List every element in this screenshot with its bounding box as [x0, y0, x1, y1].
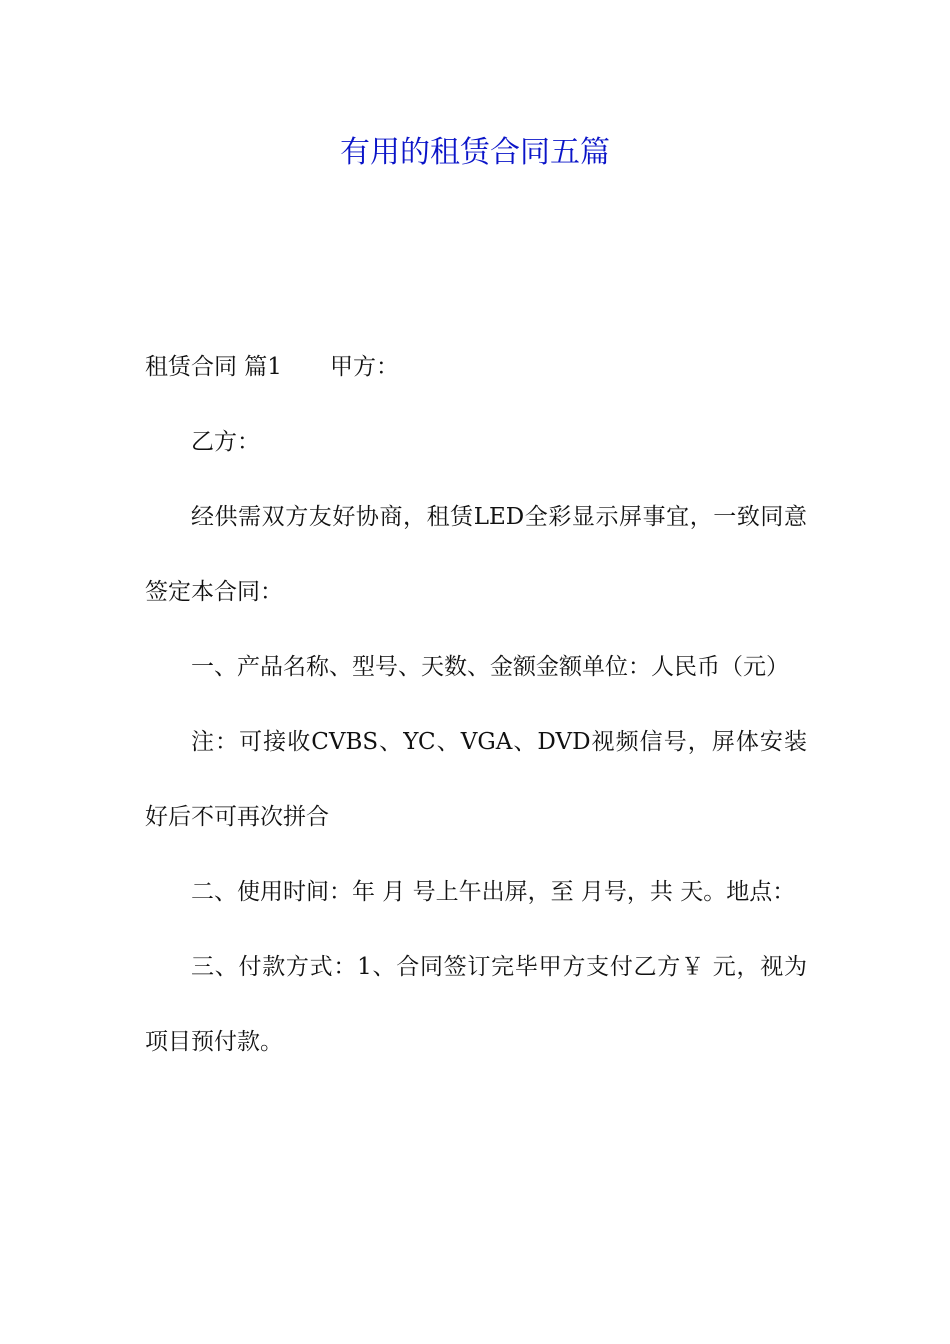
party-a-label: 甲方：	[329, 354, 399, 380]
paragraph-intro: 经供需双方友好协商，租赁LED全彩显示屏事宜，一致同意签定本合同：	[145, 504, 807, 605]
document-body	[145, 330, 807, 1080]
document-title: 有用的租赁合同五篇	[340, 135, 610, 170]
paragraph-item-3: 三、付款方式：1、合同签订完毕甲方支付乙方￥ 元，视为项目预付款。	[145, 954, 807, 1055]
paragraph-note: 注：可接收CVBS、YC、VGA、DVD视频信号，屏体安装好后不可再次拼合	[145, 729, 807, 830]
party-b-label: 乙方：	[191, 429, 260, 455]
paragraph-item-1: 一、产品名称、型号、天数、金额金额单位：人民币（元）	[191, 654, 789, 680]
section-heading: 租赁合同 篇1	[145, 354, 282, 380]
heading-line	[145, 330, 807, 405]
paragraph-item-2: 二、使用时间：年 月 号上午出屏，至 月号，共 天。地点：	[191, 879, 796, 905]
